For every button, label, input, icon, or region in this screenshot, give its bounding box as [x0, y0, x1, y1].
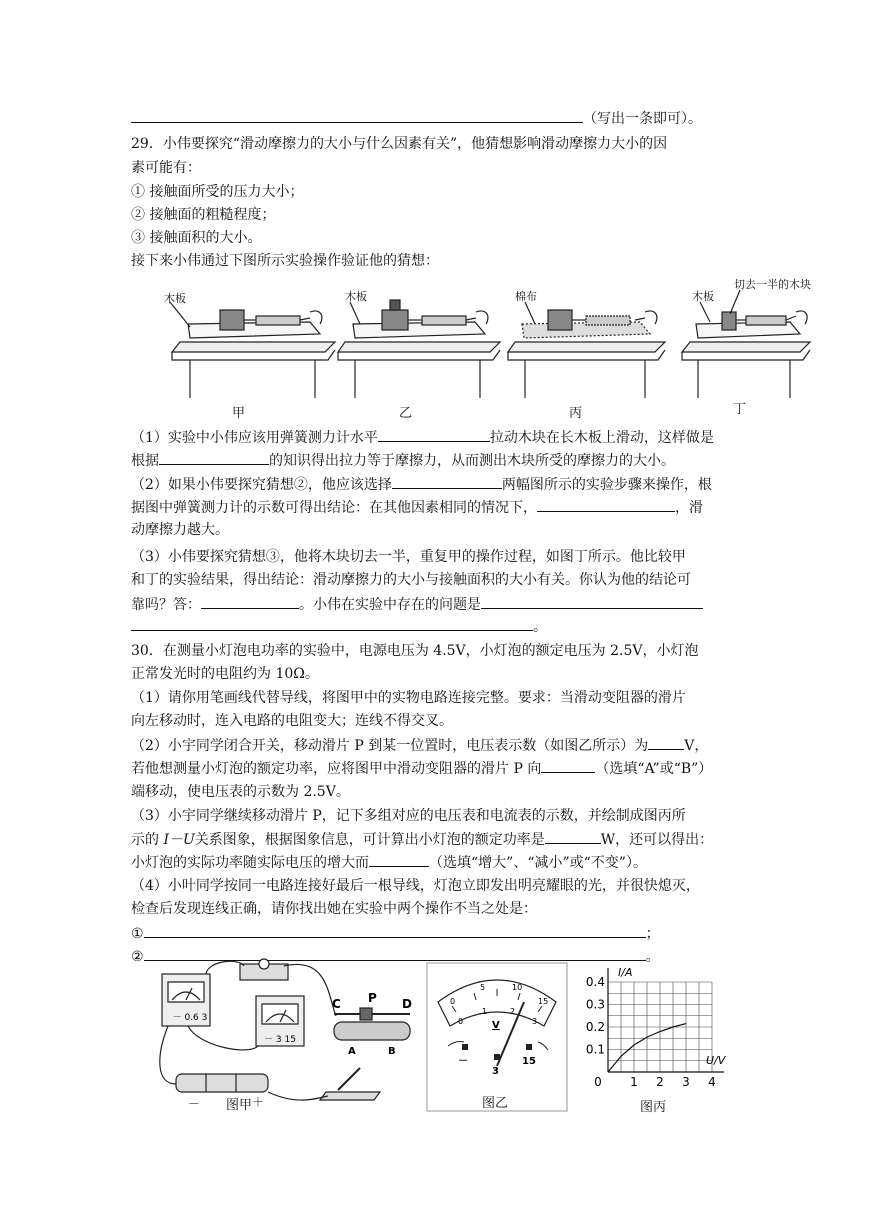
q30-3-line2: 示的 I－U关系图象，根据图象信息，可计算出小灯泡的额定功率是 W，还可以得出：	[131, 829, 713, 850]
answer-blank[interactable]	[144, 923, 646, 938]
answer-blank[interactable]	[392, 474, 502, 489]
terminal-b: B	[388, 1046, 396, 1057]
answer-blank[interactable]	[648, 735, 684, 750]
answer-blank[interactable]	[131, 616, 533, 631]
terminal-3: 3	[492, 1066, 499, 1077]
answer-blank[interactable]	[131, 108, 583, 123]
label-half-block: 切去一半的木块	[734, 278, 811, 291]
ammeter-terminals: － 0.6 3	[172, 1013, 208, 1023]
caption-jia: 甲	[232, 406, 246, 421]
answer-blank[interactable]	[201, 594, 299, 609]
q30-4-line1: （4）小叶同学按同一电路连接好最后一根导线，灯泡立即发出明亮耀眼的光，并很快熄灭，	[131, 878, 700, 894]
top-scale-15: 15	[538, 997, 549, 1006]
terminal-c: C	[332, 997, 341, 1011]
bottom-scale-0: 0	[458, 1017, 464, 1026]
q30-1-line2: 向左移动时，连入电路的电阻变大；连线不得交叉。	[131, 713, 453, 729]
q29-3-line2: 和丁的实验结果，得出结论：滑动摩擦力的大小与接触面积的大小有关。你认为他的结论可	[131, 572, 691, 588]
caption-ding: 丁	[733, 402, 747, 417]
answer-blank[interactable]	[541, 758, 595, 773]
x-tick-label: 2	[656, 1075, 664, 1086]
label-board: 木板	[164, 292, 186, 305]
q30-3-line3: 小灯泡的实际功率随实际电压的增大而 （选填“增大”、“减小”或“不变”）。	[131, 852, 647, 873]
x-tick-label: 3	[682, 1075, 690, 1086]
label-board: 木板	[692, 290, 714, 303]
guess-1: ① 接触面所受的压力大小；	[131, 184, 304, 200]
caption-fig-yi: 图乙	[482, 1096, 509, 1111]
y-tick-label: 0.2	[585, 1020, 605, 1034]
answer-blank[interactable]	[378, 427, 490, 442]
answer-blank[interactable]	[369, 852, 429, 867]
guess-2: ② 接触面的粗糙程度；	[131, 207, 276, 223]
terminal-d: D	[402, 997, 412, 1011]
q29-3-line3: 靠吗？答： 。小伟在实验中存在的问题是	[131, 594, 703, 615]
y-tick-label: 0.1	[585, 1042, 605, 1057]
x-tick-label: 0	[594, 1075, 602, 1086]
answer-blank[interactable]	[545, 829, 601, 844]
voltmeter-terminals: － 3 15	[264, 1035, 296, 1045]
line-0: （写出一条即可）。	[131, 108, 702, 129]
terminal-15: 15	[522, 1056, 536, 1067]
answer-blank[interactable]	[159, 450, 269, 465]
battery-minus: －	[188, 1097, 201, 1111]
voltmeter-dial-figure	[426, 962, 568, 1112]
q30-4-answer1: ① ；	[131, 923, 660, 944]
label-cloth: 棉布	[515, 290, 537, 303]
q30-text: 30．在测量小灯泡电功率的实验中，电源电压为 4.5V，小灯泡的额定电压为 2.5V，小灯泡	[131, 643, 699, 659]
y-axis-label: I/A	[618, 966, 633, 979]
q30-2-line2: 若他想测量小灯泡的额定功率，应将图甲中滑动变阻器的滑片 P 向 （选填“A”或“B”）	[131, 758, 712, 779]
unit-v: V	[492, 1020, 500, 1031]
q30-2-line1: （2）小宇同学闭合开关，移动滑片 P 到某一位置时，电压表示数（如图乙所示）为 V，	[131, 735, 708, 756]
guess-3: ③ 接触面积的大小。	[131, 230, 262, 246]
answer-blank[interactable]	[537, 497, 675, 512]
top-scale-10: 10	[512, 983, 523, 992]
label-board: 木板	[345, 290, 367, 303]
q30-text: 正常发光时的电阻约为 10Ω。	[131, 666, 319, 682]
caption-fig-bing: 图丙	[640, 1100, 667, 1115]
y-tick-label: 0.4	[585, 975, 605, 989]
q30-4-answer2: ② 。	[131, 946, 660, 967]
slider-p: P	[368, 991, 377, 1005]
q29-2-line2: 据图中弹簧测力计的示数可得出结论：在其他因素相同的情况下， ，滑	[131, 497, 703, 518]
x-axis-label: U/V	[706, 1054, 726, 1067]
q29-3-line4: 。	[131, 616, 547, 637]
top-scale-0: 0	[450, 997, 456, 1006]
caption-yi: 乙	[399, 406, 413, 421]
caption-bing: 丙	[569, 406, 583, 421]
q29-text: 素可能有：	[131, 160, 201, 176]
terminal-a: A	[348, 1046, 356, 1057]
friction-experiments-figure	[150, 272, 820, 422]
q30-2-line3: 端移动，使电压表的示数为 2.5V。	[131, 784, 350, 800]
q29-intro: 接下来小伟通过下图所示实验操作验证他的猜想：	[131, 253, 439, 269]
circuit-figure	[148, 956, 430, 1116]
top-scale-5: 5	[480, 983, 486, 992]
bottom-scale-1: 1	[482, 1007, 488, 1016]
q29-1-line1: （1）实验中小伟应该用弹簧测力计水平 拉动木块在长木板上滑动，这样做是	[131, 427, 714, 448]
q29-2-line1: （2）如果小伟要探究猜想②，他应该选择 两幅图所示的实验步骤来操作，根	[131, 474, 712, 495]
q29-2-line3: 动摩擦力越大。	[131, 522, 229, 538]
x-tick-label: 1	[630, 1075, 638, 1086]
bottom-scale-2: 2	[510, 1007, 516, 1016]
q29-3-line1: （3）小伟要探究猜想③，他将木块切去一半，重复甲的操作过程，如图丁所示。他比较甲	[131, 549, 686, 565]
y-tick-label: 0.3	[585, 997, 605, 1012]
iu-chart	[584, 962, 734, 1086]
q30-4-line2: 检查后发现连线正确，请你找出她在实验中两个操作不当之处是：	[131, 901, 537, 917]
terminal-minus: －	[458, 1056, 468, 1067]
q29-1-line2: 根据 的知识得出拉力等于摩擦力，从而测出木块所受的摩擦力的大小。	[131, 450, 675, 471]
q29-text: 29．小伟要探究“滑动摩擦力的大小与什么因素有关”，他猜想影响滑动摩擦力大小的因	[131, 136, 668, 152]
x-tick-label: 4	[708, 1075, 716, 1086]
q30-3-line1: （3）小宇同学继续移动滑片 P，记下多组对应的电压表和电流表的示数，并绘制成图丙所	[131, 808, 686, 824]
battery-plus: ＋	[252, 1095, 265, 1109]
answer-blank[interactable]	[481, 594, 703, 609]
caption-fig-jia: 图甲	[226, 1098, 253, 1113]
q30-1-line1: （1）请你用笔画线代替导线，将图甲中的实物电路连接完整。要求：当滑动变阻器的滑片	[131, 690, 686, 706]
bottom-scale-3: 3	[532, 1017, 538, 1026]
